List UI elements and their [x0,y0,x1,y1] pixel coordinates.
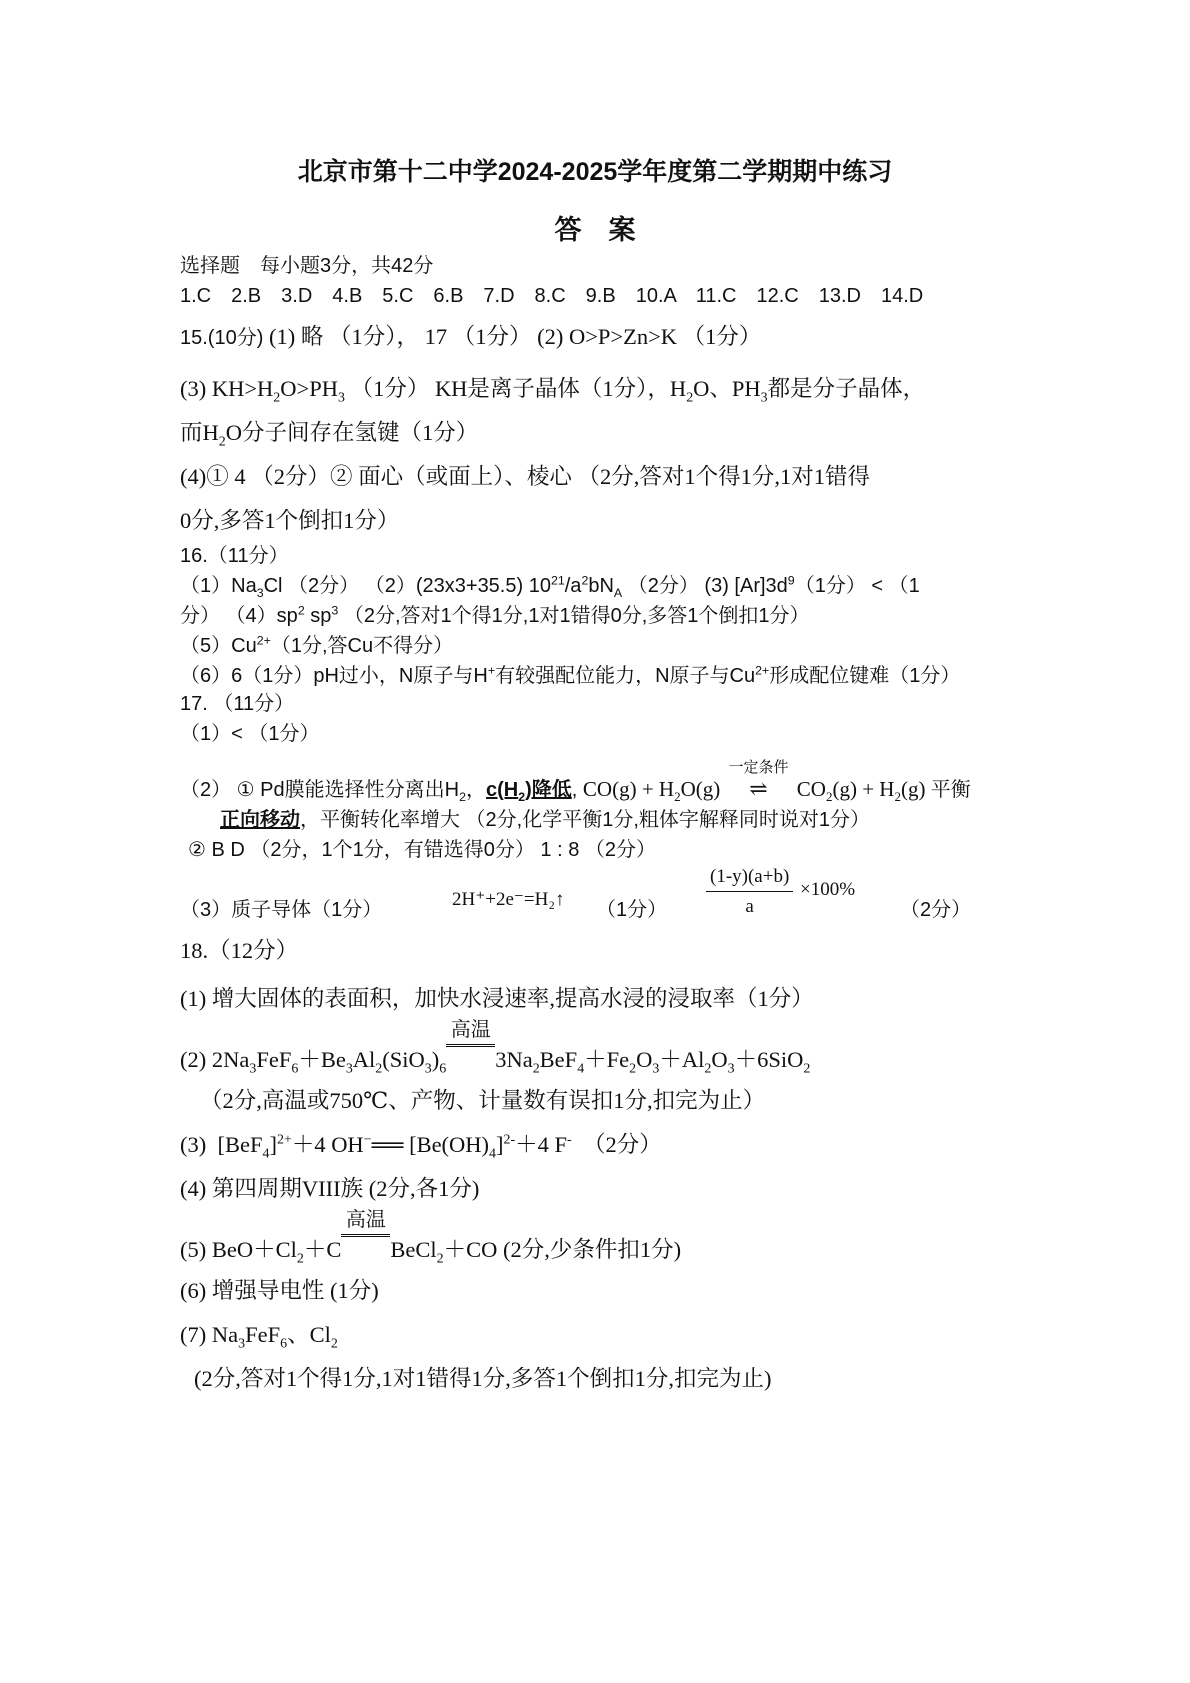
q17-part3-score1: （1分） [596,899,668,921]
q15-part3-line2: 而$H_2O$分子间存在氢键（1分） [180,420,479,450]
choice-answers: 1.C 2.B 3.D 4.B 5.C 6.B 7.D 8.C 9.B 10.A 11.C 12.C 13.D 14.D [180,285,924,307]
q18-part2-equation: (2) $2Na_3FeF_6+Be_3Al_2(SiO_3)_6$ 高温 $3Na_2BeF_4+Fe_2O_3+Al_2O_3+6SiO_2$ [180,1019,811,1077]
q18-part5-equation: (5) $BeO+Cl_2+C$ 高温 BeCl$_2$＋CO (2分,少条件扣1分) [180,1209,682,1267]
equilibrium-arrow: 一定条件 ⇌ [728,759,789,801]
q17-electrode-equation: 2H⁺+2e⁻=H₂↑ [452,889,565,910]
q17-part3-score2: （2分） [900,899,972,921]
q17-part2-line2: 正向移动，平衡转化率增大 （2分,化学平衡1分,粗体字解释同时说对1分） [220,809,871,831]
q16-line3: $(5)Cu^{2+}(1$分,答Cu不得分） [180,633,454,657]
q17-part3: （3）质子导体（1分） [180,899,383,921]
q18-part4: (4) 第四周期VIII族 (2分,各1分) [180,1176,480,1201]
q15-part4-line2: 0分,多答1个倒扣1分） [180,508,400,533]
q15-line1 [180,326,761,349]
q17-fraction-tail: ×100% [800,879,856,900]
q15-part3: (3) $KH>H_2O>PH_3$ （1分） KH是离子晶体（1分），$H_2O$、$PH_3$都是分子晶体， [180,376,926,406]
q18-part7-note: (2分,答对1个得1分,1对1错得1分,多答1个倒扣1分,扣完为止) [194,1366,772,1391]
q18-part7: (7) $Na_3FeF_6$、$Cl_2$ [180,1322,338,1352]
q17-part2: （2） ① Pd膜能选择性分离出$H_2$，$c(H_2)$降低, $CO(g) + H_2O(g)$ 一定条件 ⇌ $CO_2(g) + H_2(g)$ 平衡 [180,759,971,805]
q16-line1: $(1)Na_3Cl$ （2分） （2）(23x3+35.5) $10^{21}/a^2bN_A$ （2分） (3) $[Ar]3d^9(1$分） < （1 [180,573,920,600]
q17-fraction: $\frac{(1-y)(a+b)}{a}$ [706,866,793,918]
q18-part3-equation: (3) $[BeF_4]^{2+}+4$ OH−══ $[Be(OH)_4]^{2-}+4$ F- （2分） [180,1132,662,1162]
reaction-condition: 高温 [446,1044,495,1072]
bold-explanation: $c(H_2)$降低 [485,779,572,804]
q18-part1: (1) 增大固体的表面积，加快水浸速率,提高水浸的浸取率（1分） [180,986,814,1011]
page-title: 北京市第十二中学2024-2025学年度第二学期期中练习 [297,158,893,186]
reaction-condition-2: 高温 [341,1234,390,1262]
q15-part4: (4)① 4 （2分）② 面心（或面上）、棱心 （2分,答对1个得1分,1对1错得 [180,464,870,489]
q15-head: 15.(10分) [180,327,264,349]
page-subtitle: 答 案 [554,215,636,245]
equilibrium-equation: $CO(g) + H_2O(g)$ 一定条件 ⇌ $CO_2(g) + H_2(g)$ [582,759,926,805]
q18-head: 18.（12分） [180,938,299,963]
choice-heading: 选择题 每小题3分，共42分 [180,255,434,277]
q16-head: 16.（11分） [180,545,289,567]
q18-part6: (6) 增强导电性 (1分) [180,1278,379,1303]
q17-part2-line3: ② B D （2分，1个1分，有错选得0分） 1 : 8 （2分） [188,839,657,861]
q16-line2: 分） $(4)sp^2$ $sp^3$ （2分,答对1个得1分,1对1错得0分,多答1个倒扣1分） [180,603,810,627]
q17-part1: （1）< （1分） [180,723,320,745]
q17-head: 17. （11分） [180,693,295,715]
q15-part1-2: (1) 略 （1分）， 17 （1分） (2) O>P>Zn>K （1分） [269,324,762,349]
q18-part2-note: （2分,高温或750℃、产物、计量数有误扣1分,扣完为止） [200,1088,766,1113]
q16-line4: （6）6（1分）pH过小，N原子与H+有较强配位能力，N原子与$Cu^{2+}$形成配位键难（1分） [180,663,961,687]
